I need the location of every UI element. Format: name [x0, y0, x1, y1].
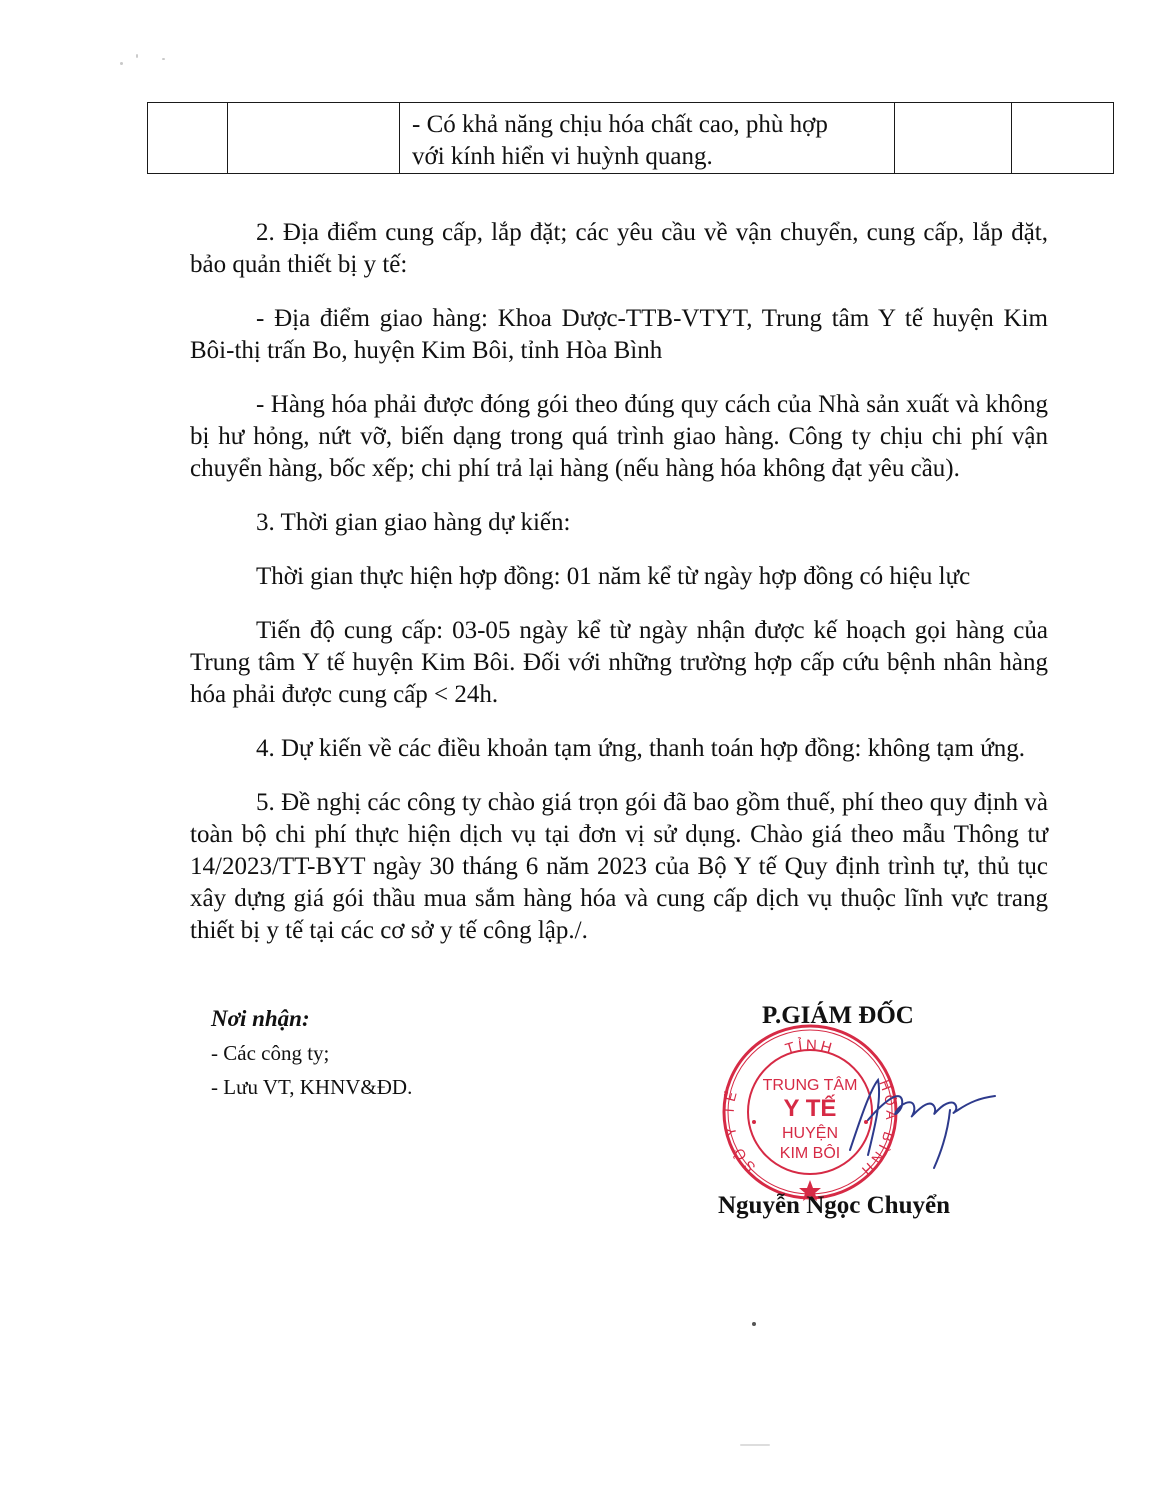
table-cell-requirement — [400, 103, 895, 174]
requirement-line-2: với kính hiển vi huỳnh quang. — [412, 143, 713, 170]
svg-text:TỈNH — [783, 1037, 836, 1058]
stamp-left-text: SỞ Y TẾ — [720, 1086, 759, 1176]
scan-speck — [162, 58, 165, 60]
stamp-top-text: TỈNH — [783, 1036, 837, 1058]
section-3-heading: 3. Thời gian giao hàng dự kiến: — [256, 509, 571, 536]
table-cell-empty — [228, 103, 400, 174]
section-2-heading: 2. Địa điểm cung cấp, lắp đặt; các yêu cầu về vận chuyển, cung cấp, lắp đặt, bảo quản thiết bị y tế: — [190, 219, 1048, 278]
recipient-item: - Lưu VT, KHNV&ĐD. — [211, 1075, 413, 1099]
signature-stroke — [850, 1080, 995, 1155]
section-3-contract-time: Thời gian thực hiện hợp đồng: 01 năm kể từ ngày hợp đồng có hiệu lực — [256, 563, 971, 590]
scan-speck — [120, 62, 123, 65]
stamp-line-4: KIM BÔI — [779, 1145, 841, 1162]
recipients-block — [211, 1002, 571, 1104]
signer-name: Nguyễn Ngọc Chuyển — [718, 1192, 950, 1219]
scan-speck — [752, 1322, 756, 1326]
signature-block — [690, 1000, 990, 1240]
table-cell-empty — [1012, 103, 1114, 174]
section-4-payment: 4. Dự kiến về các điều khoản tạm ứng, thanh toán hợp đồng: không tạm ứng. — [256, 735, 1025, 762]
signer-role: P.GIÁM ĐỐC — [762, 1002, 914, 1029]
scan-speck — [136, 54, 138, 58]
recipient-item: - Các công ty; — [211, 1041, 330, 1065]
signature-tail — [934, 1110, 950, 1168]
scan-speck — [740, 1444, 770, 1446]
table-row — [148, 103, 1114, 174]
table-cell-empty — [895, 103, 1012, 174]
section-5-quotation: 5. Đề nghị các công ty chào giá trọn gói đã bao gồm thuế, phí theo quy định và toàn bộ chi phí thực hiện dịch vụ tại đơn vị sử dụng. Chào giá theo mẫu Thông tư 14/2023/TT-BYT ngày 30 tháng 6 năm 2023 của Bộ Y tế Quy định trình tự, thủ tục xây dựng giá gói thầu mua sắm hàng hóa và cung cấp dịch vụ thuộc lĩnh vực trang thiết bị y tế tại các cơ sở y tế công lập./. — [190, 789, 1048, 944]
stamp-line-1: TRUNG TÂM — [762, 1077, 858, 1094]
section-3-supply-progress: Tiến độ cung cấp: 03-05 ngày kể từ ngày nhận được kế hoạch gọi hàng của Trung tâm Y tế huyện Kim Bôi. Đối với những trường hợp cấp cứu bệnh nhân hàng hóa phải được cung cấp < 24h. — [190, 617, 1048, 708]
spec-table-fragment — [147, 102, 1114, 174]
stamp-right-text: HÒA BÌNH — [855, 1077, 900, 1182]
handwritten-signature-icon — [830, 1060, 1000, 1170]
section-2-packaging: - Hàng hóa phải được đóng gói theo đúng quy cách của Nhà sản xuất và không bị hư hỏng, nứt vỡ, biến dạng trong quá trình giao hàng. Công ty chịu chi phí vận chuyển hàng, bốc xếp; chi phí trả lại hàng (nếu hàng hóa không đạt yêu cầu). — [190, 391, 1048, 482]
requirement-line-1: - Có khả năng chịu hóa chất cao, phù hợp — [412, 111, 828, 138]
recipients-title: Nơi nhận: — [211, 1006, 310, 1031]
stamp-line-2: Y TẾ — [783, 1095, 837, 1122]
table-cell-empty — [148, 103, 228, 174]
document-body — [190, 217, 1048, 969]
stamp-line-3: HUYỆN — [781, 1125, 839, 1142]
section-2-delivery-location: - Địa điểm giao hàng: Khoa Dược-TTB-VTYT, Trung tâm Y tế huyện Kim Bôi-thị trấn Bo, huyện Kim Bôi, tỉnh Hòa Bình — [190, 305, 1048, 364]
stamp-dot-left — [752, 1120, 756, 1124]
